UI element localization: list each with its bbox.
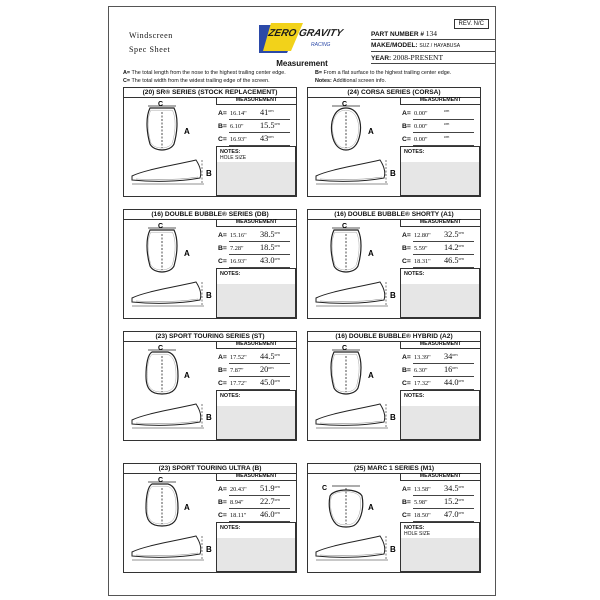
measurement-cm-unit: cm [274, 243, 280, 248]
b-label: B [390, 413, 396, 422]
measurement-cm-value: 15.2 [444, 497, 459, 506]
legend-c-text: The total width from the widest trailing edge of the screen. [131, 78, 270, 84]
measurement-key: C= [218, 380, 227, 387]
revision-badge: REV. N/C [454, 19, 489, 29]
windscreen-side-view [126, 390, 218, 436]
measurement-cm-unit: cm [274, 121, 280, 126]
panel-measurement-label: MEASUREMENT [400, 219, 480, 227]
measurement-inches: 13.58" [414, 486, 431, 493]
measurement-key: B= [402, 499, 411, 506]
measurement-inches: 13.39" [414, 354, 431, 361]
measurement-inches: 0.00" [414, 123, 428, 130]
measurement-key: B= [218, 367, 227, 374]
a-label: A [184, 127, 190, 136]
measurement-cm [444, 256, 464, 265]
measurement-key: C= [402, 512, 411, 519]
measurement-cm-value: 46.0 [260, 510, 275, 519]
measurement-cm [260, 510, 280, 519]
measurement-cm-unit: cm [444, 108, 450, 113]
measurement-cm-unit: cm [274, 230, 280, 235]
c-label: C [158, 223, 164, 230]
measurement-cm-unit: cm [274, 256, 280, 261]
measurement-inches: 16.14" [230, 110, 247, 117]
notes-label: NOTES: [401, 523, 479, 532]
legend-notes-text: Additional screen info. [332, 78, 387, 84]
measurement-inches: 8.94" [230, 499, 244, 506]
windscreen-base-curve [136, 299, 198, 302]
measurement-cm-unit: cm [274, 352, 280, 357]
windscreen-base-curve [136, 421, 198, 424]
panel-title: (25) MARC 1 SERIES (M1) [308, 464, 480, 474]
measurement-key: B= [218, 245, 227, 252]
b-label: B [390, 291, 396, 300]
measurement-cm [444, 378, 464, 387]
part-number-row [371, 28, 495, 40]
measurement-cm [260, 365, 274, 374]
part-info [371, 19, 495, 64]
c-label: C [322, 485, 328, 492]
measurement-key: B= [402, 245, 411, 252]
legend-notes-key: Notes: [315, 78, 332, 84]
measurement-cm-unit: cm [458, 484, 464, 489]
measurement-key: A= [402, 110, 411, 117]
measurement-cm-unit: cm [268, 134, 274, 139]
spec-panel [307, 209, 481, 319]
measurement-inches: 12.80" [414, 232, 431, 239]
measurement-cm [260, 256, 280, 265]
measurement-cm [260, 230, 280, 239]
panel-measurement-label: MEASUREMENT [216, 341, 296, 349]
panel-measurement-label: MEASUREMENT [216, 219, 296, 227]
notes-box [216, 268, 296, 318]
sheet-title [129, 29, 173, 57]
measurement-key: C= [218, 258, 227, 265]
legend-b-key: B= [315, 70, 323, 76]
measurement-cm-unit: cm [458, 378, 464, 383]
measurement-key: B= [218, 123, 227, 130]
legend-a-key: A= [123, 70, 131, 76]
windscreen-base-curve [320, 299, 382, 302]
measurement-cm [444, 230, 464, 239]
part-number-label: PART NUMBER # [371, 31, 424, 38]
c-label: C [342, 223, 348, 230]
measurement-key: B= [402, 123, 411, 130]
measurement-cm-value: 43.0 [260, 256, 275, 265]
windscreen-side-view [126, 268, 218, 314]
panel-measurement-label: MEASUREMENT [400, 341, 480, 349]
measurement-inches: 18.50" [414, 512, 431, 519]
measurement-cm-value: 14.2 [444, 243, 459, 252]
windscreen-side-view [310, 522, 402, 568]
c-label: C [158, 101, 164, 108]
windscreen-top-view [312, 476, 400, 528]
measurement-key: C= [402, 258, 411, 265]
spec-sheet [108, 6, 496, 596]
measurement-cm-value: 41 [260, 108, 269, 117]
measurement-inches: 7.87" [230, 367, 244, 374]
notes-label: NOTES: [401, 269, 479, 278]
measurement-cm-unit: cm [274, 510, 280, 515]
spec-panel [307, 463, 481, 573]
measurement-inches: 6.30" [414, 367, 428, 374]
panel-title: (23) SPORT TOURING SERIES (ST) [124, 332, 296, 342]
notes-value: HOLE SIZE [401, 531, 479, 538]
measurement-key: A= [218, 354, 227, 361]
measurement-inches: 17.72" [230, 380, 247, 387]
c-label: C [342, 345, 348, 352]
measurement-cm [260, 378, 280, 387]
panel-measurement-label: MEASUREMENT [216, 473, 296, 481]
measurement-cm [260, 484, 280, 493]
measurement-cm-value: 34.5 [444, 484, 459, 493]
measurement-cm-value: 45.0 [260, 378, 275, 387]
spec-panel [123, 209, 297, 319]
measurement-inches: 18.11" [230, 512, 247, 519]
measurement-key: A= [402, 486, 411, 493]
panel-title: (23) SPORT TOURING ULTRA (B) [124, 464, 296, 474]
notes-box [400, 268, 480, 318]
measurement-cm-value: 15.5 [260, 121, 275, 130]
notes-value [217, 399, 295, 406]
measurement-cm-value: 34 [444, 352, 453, 361]
measurement-key: A= [218, 110, 227, 117]
notes-value [401, 277, 479, 284]
c-label: C [342, 101, 348, 108]
measurement-cm-value: 43 [260, 134, 269, 143]
measurement-key: B= [402, 367, 411, 374]
panel-title: (16) DOUBLE BUBBLE® HYBRID (A2) [308, 332, 480, 342]
windscreen-base-curve [136, 553, 198, 556]
measurement-cm [444, 497, 464, 506]
windscreen-top-view [128, 222, 216, 274]
measurement-inches: 5.59" [414, 245, 428, 252]
windscreen-top-view [128, 344, 216, 396]
measurement-cm [444, 121, 449, 130]
legend-c-key: C= [123, 78, 131, 84]
measurement-cm [444, 352, 458, 361]
spec-panel [307, 87, 481, 197]
measurement-inches: 20.43" [230, 486, 247, 493]
windscreen-top-view [312, 100, 400, 152]
a-label: A [184, 371, 190, 380]
notes-box [216, 146, 296, 196]
panel-title: (20) SR® SERIES (STOCK REPLACEMENT) [124, 88, 296, 98]
c-label: C [158, 477, 164, 484]
panel-measurement-label: MEASUREMENT [216, 97, 296, 105]
sheet-title-line2: Spec Sheet [129, 45, 171, 54]
measurement-cm [444, 365, 458, 374]
panel-measurement-label: MEASUREMENT [400, 473, 480, 481]
spec-panel [123, 331, 297, 441]
notes-label: NOTES: [217, 269, 295, 278]
measurement-cm-unit: cm [452, 352, 458, 357]
notes-value [401, 155, 479, 162]
zero-gravity-logo [257, 21, 349, 55]
spec-panel [307, 331, 481, 441]
measurement-cm-unit: cm [458, 510, 464, 515]
windscreen-side-view [310, 390, 402, 436]
measurement-inches: 16.93" [230, 136, 247, 143]
a-label: A [368, 249, 374, 258]
notes-label: NOTES: [217, 147, 295, 156]
logo-brand-text: ZERO GRAVITY [267, 28, 344, 39]
logo-sub-text: RACING [311, 42, 331, 48]
notes-box [216, 390, 296, 440]
windscreen-side-view [310, 268, 402, 314]
windscreen-top-view [128, 100, 216, 152]
measurement-cm-value: 44.0 [444, 378, 459, 387]
measurement-cm [444, 510, 464, 519]
spec-panel [123, 87, 297, 197]
part-number-value: 134 [425, 29, 438, 38]
b-label: B [206, 413, 212, 422]
a-label: A [184, 503, 190, 512]
measurement-key: B= [218, 499, 227, 506]
measurement-cm-unit: cm [268, 108, 274, 113]
windscreen-side-view [310, 146, 402, 192]
measurement-cm-unit: cm [452, 365, 458, 370]
measurement-inches: 18.31" [414, 258, 431, 265]
year-value: 2008-PRESENT [393, 53, 444, 62]
notes-value: HOLE SIZE [217, 155, 295, 162]
windscreen-side-view [126, 146, 218, 192]
a-label: A [184, 249, 190, 258]
legend-b-text: From a flat surface to the highest trailing center edge. [323, 70, 452, 76]
c-label: C [158, 345, 164, 352]
measurement-inches: 5.98" [414, 499, 428, 506]
notes-box [400, 390, 480, 440]
panel-measurement-label: MEASUREMENT [400, 97, 480, 105]
windscreen-top-view [312, 222, 400, 274]
windscreen-inner-outline [331, 492, 361, 525]
year-label: YEAR: [371, 55, 392, 62]
measurement-cm-value: 32.5 [444, 230, 459, 239]
windscreen-top-view [312, 344, 400, 396]
measurement-cm-value: 16 [444, 365, 453, 374]
measurement-key: A= [402, 354, 411, 361]
measurement-key: A= [218, 486, 227, 493]
measurement-title: Measurement [276, 59, 328, 68]
b-label: B [206, 291, 212, 300]
measurement-cm [260, 352, 280, 361]
measurement-key: C= [402, 136, 411, 143]
measurement-cm [260, 134, 274, 143]
measurement-key: C= [218, 512, 227, 519]
measurement-cm-unit: cm [444, 134, 450, 139]
measurement-cm-value: 18.5 [260, 243, 275, 252]
notes-label: NOTES: [217, 391, 295, 400]
spec-panel [123, 463, 297, 573]
measurement-cm-unit: cm [458, 230, 464, 235]
windscreen-base-curve [320, 177, 382, 180]
measurement-cm [260, 497, 280, 506]
notes-value [401, 399, 479, 406]
measurement-cm-unit: cm [458, 256, 464, 261]
measurement-cm-unit: cm [458, 243, 464, 248]
measurement-inches: 17.32" [414, 380, 431, 387]
measurement-key: A= [218, 232, 227, 239]
windscreen-base-curve [136, 177, 198, 180]
measurement-inches: 15.16" [230, 232, 247, 239]
measurement-inches: 0.00" [414, 136, 428, 143]
measurement-cm-unit: cm [274, 378, 280, 383]
windscreen-base-curve [320, 553, 382, 556]
b-label: B [390, 169, 396, 178]
measurement-cm-unit: cm [458, 497, 464, 502]
measurement-inches: 7.28" [230, 245, 244, 252]
measurement-cm-unit: cm [268, 365, 274, 370]
notes-label: NOTES: [401, 147, 479, 156]
notes-value [217, 531, 295, 538]
make-model-row [371, 40, 495, 52]
a-label: A [368, 371, 374, 380]
measurement-cm-value: 38.5 [260, 230, 275, 239]
a-label: A [368, 503, 374, 512]
sheet-title-line1: Windscreen [129, 31, 173, 40]
measurement-cm [260, 121, 280, 130]
panel-title: (24) CORSA SERIES (CORSA) [308, 88, 480, 98]
measurement-cm [260, 108, 274, 117]
measurement-key: C= [402, 380, 411, 387]
panel-title: (16) DOUBLE BUBBLE® SERIES (DB) [124, 210, 296, 220]
legend-a-text: The total length from the nose to the highest trailing center edge. [131, 70, 286, 76]
panel-title: (16) DOUBLE BUBBLE® SHORTY (A1) [308, 210, 480, 220]
notes-box [400, 146, 480, 196]
measurement-inches: 17.52" [230, 354, 247, 361]
measurement-legend [123, 69, 485, 85]
measurement-cm-unit: cm [274, 497, 280, 502]
b-label: B [206, 169, 212, 178]
notes-box [216, 522, 296, 572]
measurement-cm-value: 20 [260, 365, 269, 374]
windscreen-top-view [128, 476, 216, 528]
measurement-cm-value: 46.5 [444, 256, 459, 265]
make-model-value: SUZ / HAYABUSA [419, 43, 461, 49]
measurement-cm-unit: cm [274, 484, 280, 489]
measurement-cm-value: 22.7 [260, 497, 275, 506]
notes-label: NOTES: [401, 391, 479, 400]
measurement-key: C= [218, 136, 227, 143]
windscreen-base-curve [320, 421, 382, 424]
notes-box [400, 522, 480, 572]
notes-label: NOTES: [217, 523, 295, 532]
a-label: A [368, 127, 374, 136]
measurement-inches: 16.93" [230, 258, 247, 265]
make-model-label: MAKE/MODEL: [371, 42, 418, 49]
b-label: B [390, 545, 396, 554]
measurement-cm [444, 243, 464, 252]
windscreen-side-view [126, 522, 218, 568]
measurement-cm-value: 51.9 [260, 484, 275, 493]
measurement-inches: 0.00" [414, 110, 428, 117]
measurement-inches: 6.10" [230, 123, 244, 130]
measurement-cm [444, 108, 449, 117]
measurement-cm-unit: cm [444, 121, 450, 126]
measurement-cm [444, 134, 449, 143]
measurement-cm-value: 44.5 [260, 352, 275, 361]
measurement-cm [444, 484, 464, 493]
measurement-key: A= [402, 232, 411, 239]
measurement-cm [260, 243, 280, 252]
notes-value [217, 277, 295, 284]
b-label: B [206, 545, 212, 554]
measurement-cm-value: 47.0 [444, 510, 459, 519]
